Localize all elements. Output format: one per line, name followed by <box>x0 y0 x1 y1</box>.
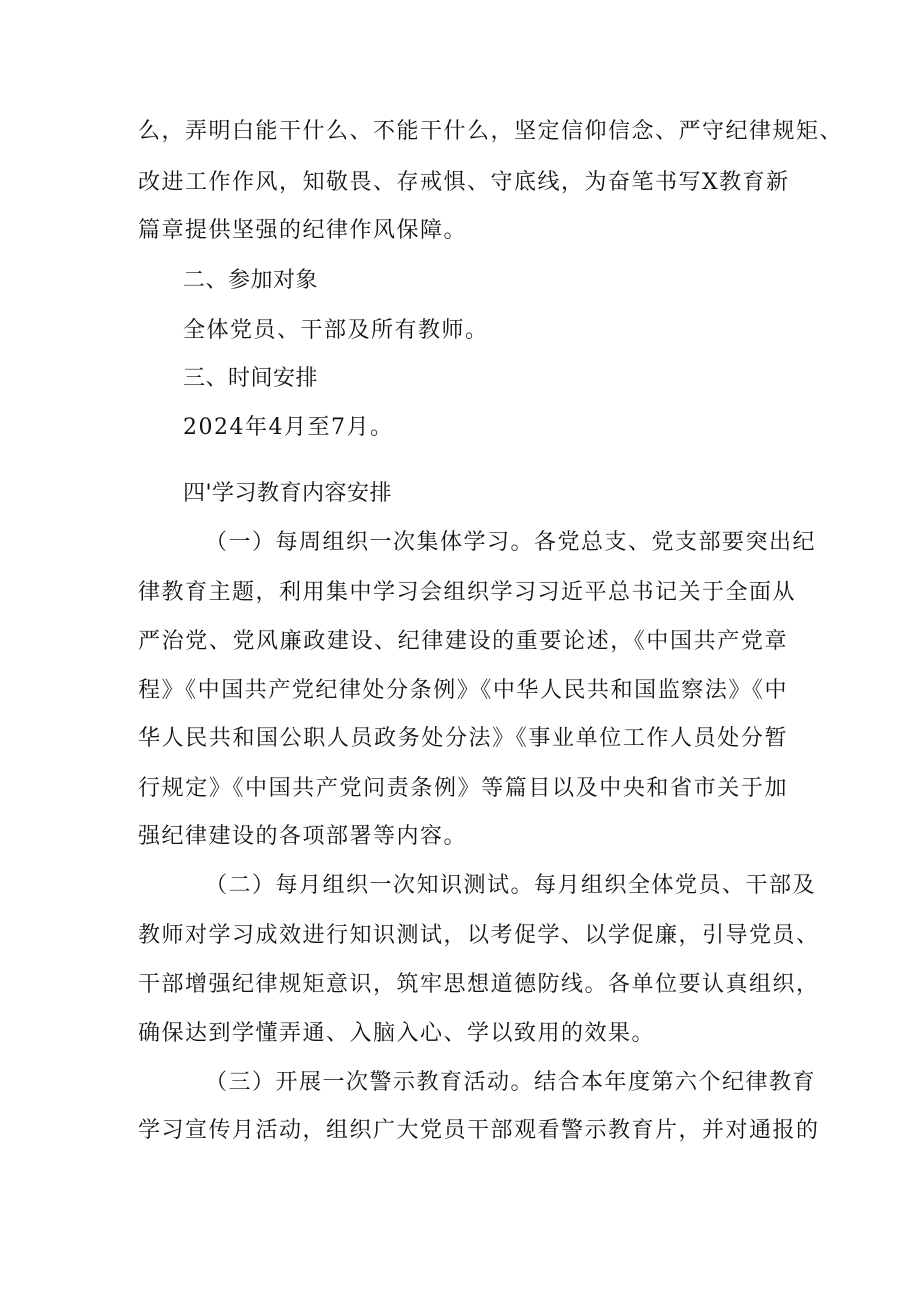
paragraph-line: 干部增强纪律规矩意识，筑牢思想道德防线。各单位要认真组织， <box>138 972 820 997</box>
section-heading: 四'学习教育内容安排 <box>183 481 393 506</box>
paragraph-line: 2024年4月至7月。 <box>183 415 394 440</box>
paragraph-line: 么，弄明白能干什么、不能干什么，坚定信仰信念、严守纪律规矩、 <box>138 119 844 144</box>
section-heading: 三、时间安排 <box>183 366 319 391</box>
paragraph-line: 程》《中国共产党纪律处分条例》《中华人民共和国监察法》《中 <box>138 678 788 703</box>
paragraph-line: 律教育主题，利用集中学习会组织学习习近平总书记关于全面从 <box>138 580 797 605</box>
paragraph-line: （二）每月组织一次知识测试。每月组织全体党员、干部及 <box>205 873 817 898</box>
paragraph-line: 全体党员、干部及所有教师。 <box>183 318 489 343</box>
section-heading: 二、参加对象 <box>183 268 319 293</box>
paragraph-line: 篇章提供坚强的纪律作风保障。 <box>138 218 468 243</box>
paragraph-line: 华人民共和国公职人员政务处分法》《事业单位工作人员处分暂 <box>138 726 788 751</box>
paragraph-line: 行规定》《中国共产党问责条例》等篇目以及中央和省市关于加 <box>138 776 788 801</box>
paragraph-line: （一）每周组织一次集体学习。各党总支、党支部要突出纪 <box>205 530 817 555</box>
paragraph-line: 教师对学习成效进行知识测试，以考促学、以学促廉，引导党员、 <box>138 923 820 948</box>
paragraph-line: 改进工作作风，知敬畏、存戒惧、守底线，为奋笔书写X教育新 <box>138 170 790 195</box>
paragraph-line: 强纪律建设的各项部署等内容。 <box>138 824 468 849</box>
paragraph-line: 严治党、党风廉政建设、纪律建设的重要论述，《中国共产党章 <box>138 629 788 654</box>
paragraph-line: 学习宣传月活动，组织广大党员干部观看警示教育片，并对通报的 <box>138 1118 820 1143</box>
paragraph-line: 确保达到学懂弄通、入脑入心、学以致用的效果。 <box>138 1021 656 1046</box>
paragraph-line: （三）开展一次警示教育活动。结合本年度第六个纪律教育 <box>205 1070 817 1095</box>
